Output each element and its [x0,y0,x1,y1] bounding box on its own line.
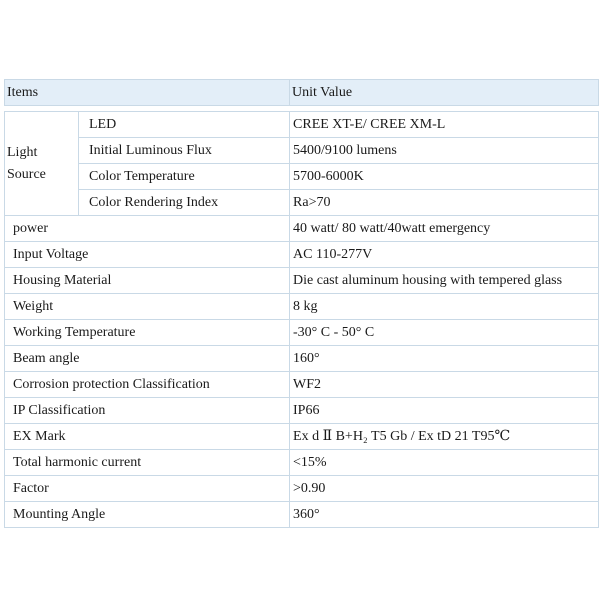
row-name: Color Temperature [79,164,290,190]
row-name: Corrosion protection Classification [5,372,290,398]
row-value: 40 watt/ 80 watt/40watt emergency [290,216,599,242]
row-value: 8 kg [290,294,599,320]
table-row [5,112,599,138]
table-row [5,346,599,372]
row-name: Input Voltage [5,242,290,268]
header-unit-value: Unit Value [290,80,599,106]
light-source-label [5,112,79,216]
table-row [5,190,599,216]
row-name: Housing Material [5,268,290,294]
row-value: 360° [290,502,599,528]
row-value: AC 110-277V [290,242,599,268]
spec-table [4,79,599,528]
row-name: Mounting Angle [5,502,290,528]
table-row [5,320,599,346]
row-value: >0.90 [290,476,599,502]
row-value: 5700-6000K [290,164,599,190]
row-value: <15% [290,450,599,476]
row-name: Factor [5,476,290,502]
row-name: Total harmonic current [5,450,290,476]
light-source-label-line1: Light [7,144,38,160]
row-value: -30° C - 50° C [290,320,599,346]
row-name: Initial Luminous Flux [79,138,290,164]
row-value: 5400/9100 lumens [290,138,599,164]
row-name: Working Temperature [5,320,290,346]
row-name: power [5,216,290,242]
row-name: Weight [5,294,290,320]
row-name: Color Rendering Index [79,190,290,216]
row-name: EX Mark [5,424,290,450]
table-row [5,476,599,502]
table-row [5,450,599,476]
table-row [5,424,599,450]
table-row [5,138,599,164]
row-name: IP Classification [5,398,290,424]
table-row [5,294,599,320]
table-header-row [5,80,599,106]
light-source-label-line2: Source [7,166,46,182]
row-value: Die cast aluminum housing with tempered glass [290,268,599,294]
table-row [5,164,599,190]
row-name: LED [79,112,290,138]
row-value: Ra>70 [290,190,599,216]
table-row [5,398,599,424]
table-row [5,502,599,528]
table-row [5,242,599,268]
header-items: Items [5,80,290,106]
table-row [5,372,599,398]
row-value: CREE XT-E/ CREE XM-L [290,112,599,138]
row-value: Ex d Ⅱ B+H₂ T5 Gb / Ex tD 21 T95℃ [290,424,599,450]
row-name: Beam angle [5,346,290,372]
table-row [5,216,599,242]
row-value: WF2 [290,372,599,398]
row-value: 160° [290,346,599,372]
row-value: IP66 [290,398,599,424]
table-row [5,268,599,294]
